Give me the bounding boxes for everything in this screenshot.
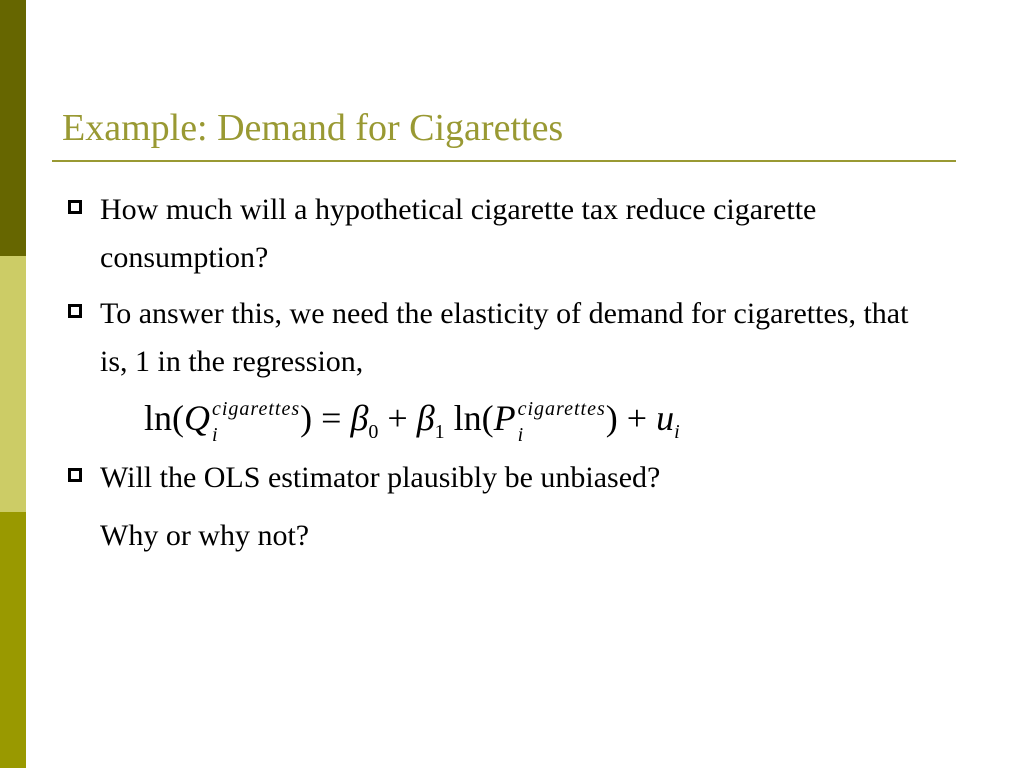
equation-plus: + bbox=[626, 398, 648, 438]
equation-p-sub: i bbox=[517, 423, 524, 446]
equation-q-scripts bbox=[212, 397, 301, 446]
equation-beta1-sub: 1 bbox=[434, 421, 445, 443]
bullet-item bbox=[62, 186, 942, 282]
hollow-square-icon bbox=[68, 200, 82, 214]
title-divider bbox=[52, 160, 956, 162]
equation-q-var: Q bbox=[184, 398, 210, 438]
equation-beta0: β bbox=[350, 398, 369, 438]
bullet-text: How much will a hypothetical cigarette tax reduce cigarette consumption? bbox=[100, 193, 817, 274]
equation-equals: = bbox=[321, 398, 342, 438]
hollow-square-icon bbox=[68, 304, 82, 318]
regression-equation bbox=[144, 392, 680, 458]
equation-ln: ln( bbox=[144, 398, 184, 438]
equation-beta1: β bbox=[416, 398, 435, 438]
hollow-square-icon bbox=[68, 468, 82, 482]
equation-ln: ln( bbox=[453, 398, 494, 438]
side-bar-middle bbox=[0, 256, 26, 512]
equation-u-sub: i bbox=[674, 421, 680, 443]
bullet-item bbox=[62, 290, 942, 386]
equation-u-var: u bbox=[656, 398, 675, 438]
equation-close-paren: ) bbox=[605, 398, 618, 438]
equation-q-sub: i bbox=[212, 423, 218, 446]
equation-p-var: P bbox=[493, 398, 516, 438]
bullet-continuation: Why or why not? bbox=[100, 519, 310, 552]
bullet-item bbox=[62, 454, 942, 502]
side-bar-bottom bbox=[0, 512, 26, 768]
slide-title: Example: Demand for Cigarettes bbox=[62, 107, 564, 149]
equation-plus: + bbox=[387, 398, 408, 438]
side-bar-top bbox=[0, 0, 26, 256]
equation-beta0-sub: 0 bbox=[368, 421, 379, 443]
bullet-text: To answer this, we need the elasticity of demand for cigarettes, that is, 1 in the regression, bbox=[100, 297, 909, 378]
equation-p-scripts bbox=[517, 397, 606, 446]
bullet-text: Will the OLS estimator plausibly be unbiased? bbox=[100, 461, 661, 494]
equation-p-sup: cigarettes bbox=[517, 397, 606, 420]
equation-close-paren: ) bbox=[300, 398, 313, 438]
equation-q-sup: cigarettes bbox=[212, 397, 301, 420]
